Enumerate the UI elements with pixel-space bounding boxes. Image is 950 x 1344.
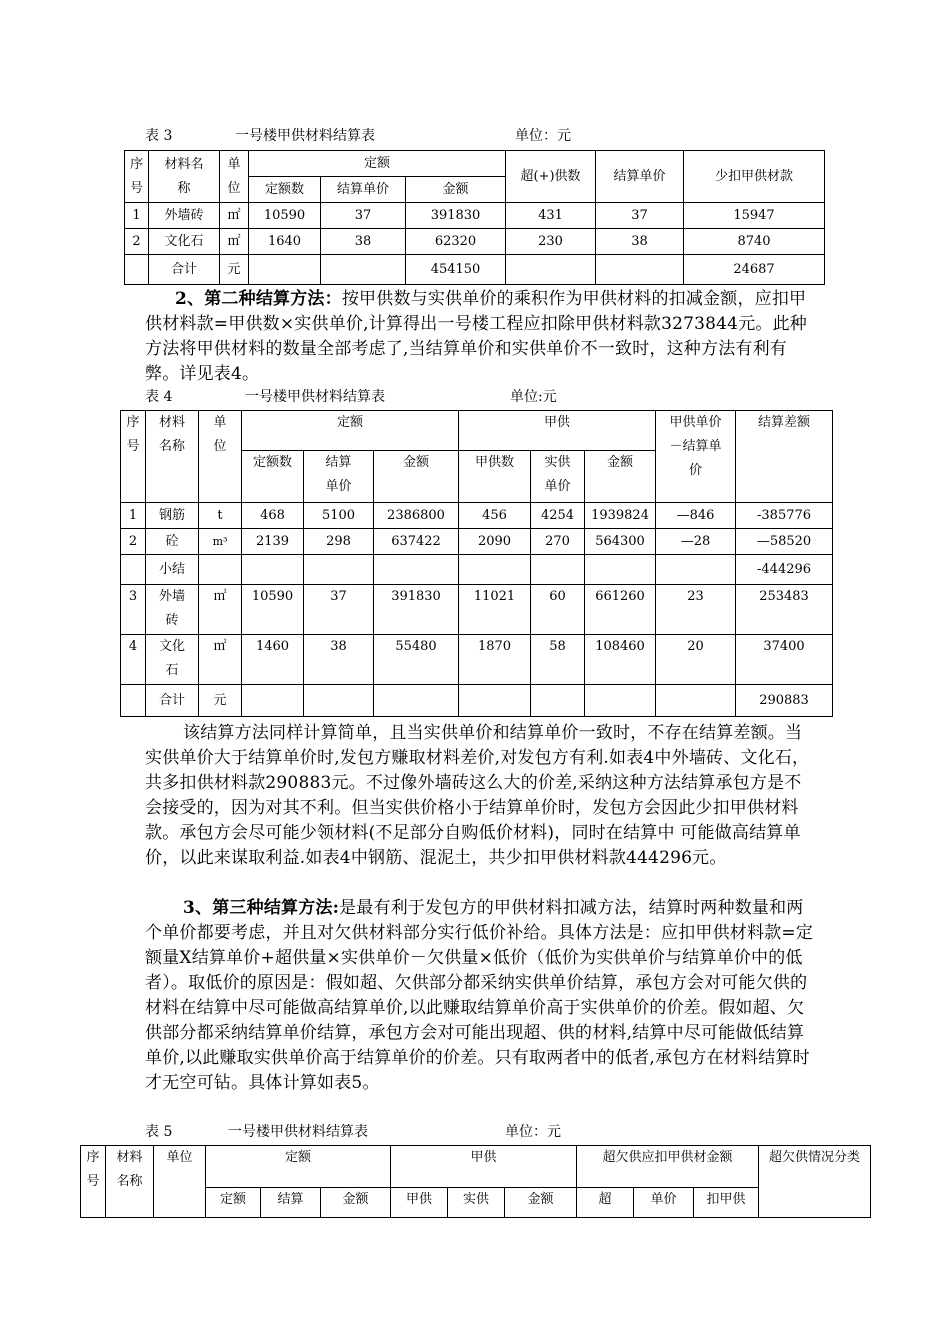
cell xyxy=(506,255,596,285)
cell: 2 xyxy=(125,229,149,255)
t3-h-quota-qty: 定额数 xyxy=(249,177,321,203)
t4-h-supply-qty: 甲供数 xyxy=(459,451,531,503)
cell: 外墙砖 xyxy=(149,203,220,229)
table5-caption-unit: 单位：元 xyxy=(505,1124,561,1140)
cell: —846 xyxy=(656,503,736,529)
t5-h-sub: 扣甲供 xyxy=(694,1188,759,1218)
t3-h-price2: 结算单价 xyxy=(596,151,684,203)
analysis-paragraph: 该结算方法同样计算简单，且当实供单价和结算单价一致时，不存在结算差额。当实供单价大于结算单价时,发包方赚取材料差价,对发包方有利.如表4中外墙砖、文化石，共多扣供材料款290883元。不过像外墙砖这么大的价差,采纳这种方法结算承包方是不会接受的，因为对其不利。但当实供价格小于结算单价时，发包方会因此少扣甲供材料款。承包方会尽可能少领材料(不足部分自购低价材料)，同时在结算中 可能做高结算单价，以此来谋取利益.如表4中钢筋、混泥土，共少扣甲供材料款444296元。 xyxy=(145,723,810,868)
cell: 60 xyxy=(531,585,585,635)
cell: 15947 xyxy=(684,203,825,229)
cell xyxy=(242,555,304,585)
table3-caption-unit: 单位：元 xyxy=(515,128,571,144)
cell: 24687 xyxy=(684,255,825,285)
cell: 38 xyxy=(596,229,684,255)
table3 xyxy=(124,150,825,285)
cell: 合计 xyxy=(146,685,199,717)
cell xyxy=(656,685,736,717)
cell: 253483 xyxy=(736,585,833,635)
method2-body: 按甲供数与实供单价的乘积作为甲供材料的扣减金额，应扣甲供材料款=甲供数×实供单价,计算得出一号楼工程应扣除甲供材料款3273844元。此种方法将甲供材料的数量全部考虑了,当结算单价和实供单价不一致时，这种方法有利有弊。详见表4。 xyxy=(145,289,808,384)
cell: 431 xyxy=(506,203,596,229)
cell: ㎡ xyxy=(220,203,249,229)
cell: 454150 xyxy=(406,255,506,285)
cell: 108460 xyxy=(585,635,656,685)
cell: t xyxy=(199,503,242,529)
cell xyxy=(374,685,459,717)
cell xyxy=(585,685,656,717)
cell: 2 xyxy=(121,529,146,555)
table-total-row xyxy=(121,685,833,717)
cell: 1 xyxy=(121,503,146,529)
t3-h-seq: 序号 xyxy=(125,151,149,203)
cell: ㎡ xyxy=(199,635,242,685)
cell: 468 xyxy=(242,503,304,529)
t5-h-name: 材料名称 xyxy=(106,1146,154,1218)
t3-h-over: 超(+)供数 xyxy=(506,151,596,203)
t5-h-sub: 结算 xyxy=(261,1188,321,1218)
cell xyxy=(125,255,149,285)
t5-h-over-under: 超欠供应扣甲供材金额 xyxy=(577,1146,759,1188)
cell xyxy=(531,555,585,585)
cell xyxy=(531,685,585,717)
table3-caption-title: 一号楼甲供材料结算表 xyxy=(235,128,375,144)
t5-h-unit: 单位 xyxy=(154,1146,206,1218)
cell xyxy=(459,685,531,717)
cell xyxy=(242,685,304,717)
cell: 11021 xyxy=(459,585,531,635)
table5-caption-title: 一号楼甲供材料结算表 xyxy=(228,1124,368,1140)
table3-caption-label: 表 3 xyxy=(145,128,173,144)
cell: ㎡ xyxy=(220,229,249,255)
cell xyxy=(585,555,656,585)
cell: 文化石 xyxy=(149,229,220,255)
cell: 55480 xyxy=(374,635,459,685)
cell: 637422 xyxy=(374,529,459,555)
t5-h-seq: 序号 xyxy=(81,1146,106,1218)
t5-h-sub: 定额 xyxy=(206,1188,261,1218)
t4-h-settle-price: 结算单价 xyxy=(304,451,374,503)
table-row xyxy=(121,635,833,685)
t4-h-name: 材料名称 xyxy=(146,411,199,503)
cell xyxy=(249,255,321,285)
cell: 8740 xyxy=(684,229,825,255)
t3-h-quota: 定额 xyxy=(249,151,506,177)
t3-h-settle-price: 结算单价 xyxy=(321,177,406,203)
cell xyxy=(199,555,242,585)
t5-h-sub: 单价 xyxy=(634,1188,694,1218)
t5-h-sub: 金额 xyxy=(505,1188,577,1218)
method2-paragraph xyxy=(145,287,815,387)
t4-h-supply: 甲供 xyxy=(459,411,656,451)
cell: 23 xyxy=(656,585,736,635)
table-row xyxy=(121,503,833,529)
cell xyxy=(374,555,459,585)
table4 xyxy=(120,410,833,717)
t4-h-price-diff: 甲供单价－结算单价 xyxy=(656,411,736,503)
cell xyxy=(656,555,736,585)
table-row xyxy=(125,229,825,255)
table-row xyxy=(121,585,833,635)
cell: 1640 xyxy=(249,229,321,255)
cell: 20 xyxy=(656,635,736,685)
cell: 10590 xyxy=(249,203,321,229)
cell: 391830 xyxy=(374,585,459,635)
cell: 58 xyxy=(531,635,585,685)
cell: 钢筋 xyxy=(146,503,199,529)
t5-h-classify: 超欠供情况分类 xyxy=(759,1146,871,1218)
cell: 564300 xyxy=(585,529,656,555)
cell: 4 xyxy=(121,635,146,685)
cell: 230 xyxy=(506,229,596,255)
table-row xyxy=(121,555,833,585)
table4-caption-title: 一号楼甲供材料结算表 xyxy=(245,389,385,405)
cell: ㎡ xyxy=(199,585,242,635)
table4-caption-unit: 单位:元 xyxy=(510,389,557,405)
cell: 37 xyxy=(596,203,684,229)
cell xyxy=(121,555,146,585)
t4-h-quota-qty: 定额数 xyxy=(242,451,304,503)
cell: 456 xyxy=(459,503,531,529)
cell: 元 xyxy=(220,255,249,285)
cell: 元 xyxy=(199,685,242,717)
t5-h-supply: 甲供 xyxy=(391,1146,577,1188)
table-row xyxy=(121,529,833,555)
cell: 270 xyxy=(531,529,585,555)
t3-h-less: 少扣甲供材款 xyxy=(684,151,825,203)
t4-h-seq: 序号 xyxy=(121,411,146,503)
cell: 2386800 xyxy=(374,503,459,529)
table-total-row xyxy=(125,255,825,285)
cell: 4254 xyxy=(531,503,585,529)
cell: 3 xyxy=(121,585,146,635)
cell xyxy=(304,685,374,717)
cell: 37 xyxy=(304,585,374,635)
cell: 661260 xyxy=(585,585,656,635)
cell xyxy=(459,555,531,585)
cell: -385776 xyxy=(736,503,833,529)
cell xyxy=(121,685,146,717)
table4-caption-label: 表 4 xyxy=(145,389,173,405)
method3-paragraph xyxy=(145,896,815,1096)
cell: 37400 xyxy=(736,635,833,685)
table5 xyxy=(80,1145,871,1218)
cell: 2139 xyxy=(242,529,304,555)
t4-h-quota-amount: 金额 xyxy=(374,451,459,503)
t3-h-name: 材料名称 xyxy=(149,151,220,203)
cell: —58520 xyxy=(736,529,833,555)
t4-h-supply-amount: 金额 xyxy=(585,451,656,503)
t5-h-sub: 超 xyxy=(577,1188,634,1218)
t5-h-sub: 实供 xyxy=(448,1188,505,1218)
cell xyxy=(596,255,684,285)
cell: 2090 xyxy=(459,529,531,555)
cell: 小结 xyxy=(146,555,199,585)
t4-h-quota: 定额 xyxy=(242,411,459,451)
cell: 298 xyxy=(304,529,374,555)
cell xyxy=(321,255,406,285)
cell xyxy=(304,555,374,585)
cell: 1460 xyxy=(242,635,304,685)
method3-body: 是最有利于发包方的甲供材料扣减方法，结算时两种数量和两个单价都要考虑，并且对欠供材料部分实行低价补给。具体方法是：应扣甲供材料款=定额量X结算单价+超供量×实供单价－欠供量×低价（低价为实供单价与结算单价中的低者）。取低价的原因是：假如超、欠供部分都采纳实供单价结算，承包方会对可能欠供的材料在结算中尽可能做高结算单价,以此赚取结算单价高于实供单价的价差。假如超、欠供部分都采纳结算单价结算，承包方会对可能出现超、供的材料,结算中尽可能做低结算单价,以此赚取实供单价高于结算单价的价差。只有取两者中的低者,承包方在材料结算时才无空可钻。具体计算如表5。 xyxy=(145,898,814,1093)
cell: 38 xyxy=(304,635,374,685)
cell: 外墙砖 xyxy=(146,585,199,635)
method3-heading: 3、第三种结算方法: xyxy=(183,898,340,918)
cell: 5100 xyxy=(304,503,374,529)
t4-h-settle-diff: 结算差额 xyxy=(736,411,833,503)
method2-heading: 2、第二种结算方法： xyxy=(175,289,342,309)
cell: 37 xyxy=(321,203,406,229)
t5-h-sub: 甲供 xyxy=(391,1188,448,1218)
cell: 62320 xyxy=(406,229,506,255)
t4-h-actual-price: 实供单价 xyxy=(531,451,585,503)
cell: 砼 xyxy=(146,529,199,555)
cell: 391830 xyxy=(406,203,506,229)
t4-h-unit: 单位 xyxy=(199,411,242,503)
cell: m³ xyxy=(199,529,242,555)
table5-caption-label: 表 5 xyxy=(145,1124,173,1140)
cell: 1 xyxy=(125,203,149,229)
cell: 1939824 xyxy=(585,503,656,529)
table-row xyxy=(125,203,825,229)
cell: -444296 xyxy=(736,555,833,585)
t5-h-quota: 定额 xyxy=(206,1146,391,1188)
t3-h-unit: 单位 xyxy=(220,151,249,203)
cell: 38 xyxy=(321,229,406,255)
t3-h-amount: 金额 xyxy=(406,177,506,203)
cell: 290883 xyxy=(736,685,833,717)
t5-h-sub: 金额 xyxy=(321,1188,391,1218)
cell: 1870 xyxy=(459,635,531,685)
cell: —28 xyxy=(656,529,736,555)
cell: 10590 xyxy=(242,585,304,635)
cell: 合计 xyxy=(149,255,220,285)
cell: 文化石 xyxy=(146,635,199,685)
